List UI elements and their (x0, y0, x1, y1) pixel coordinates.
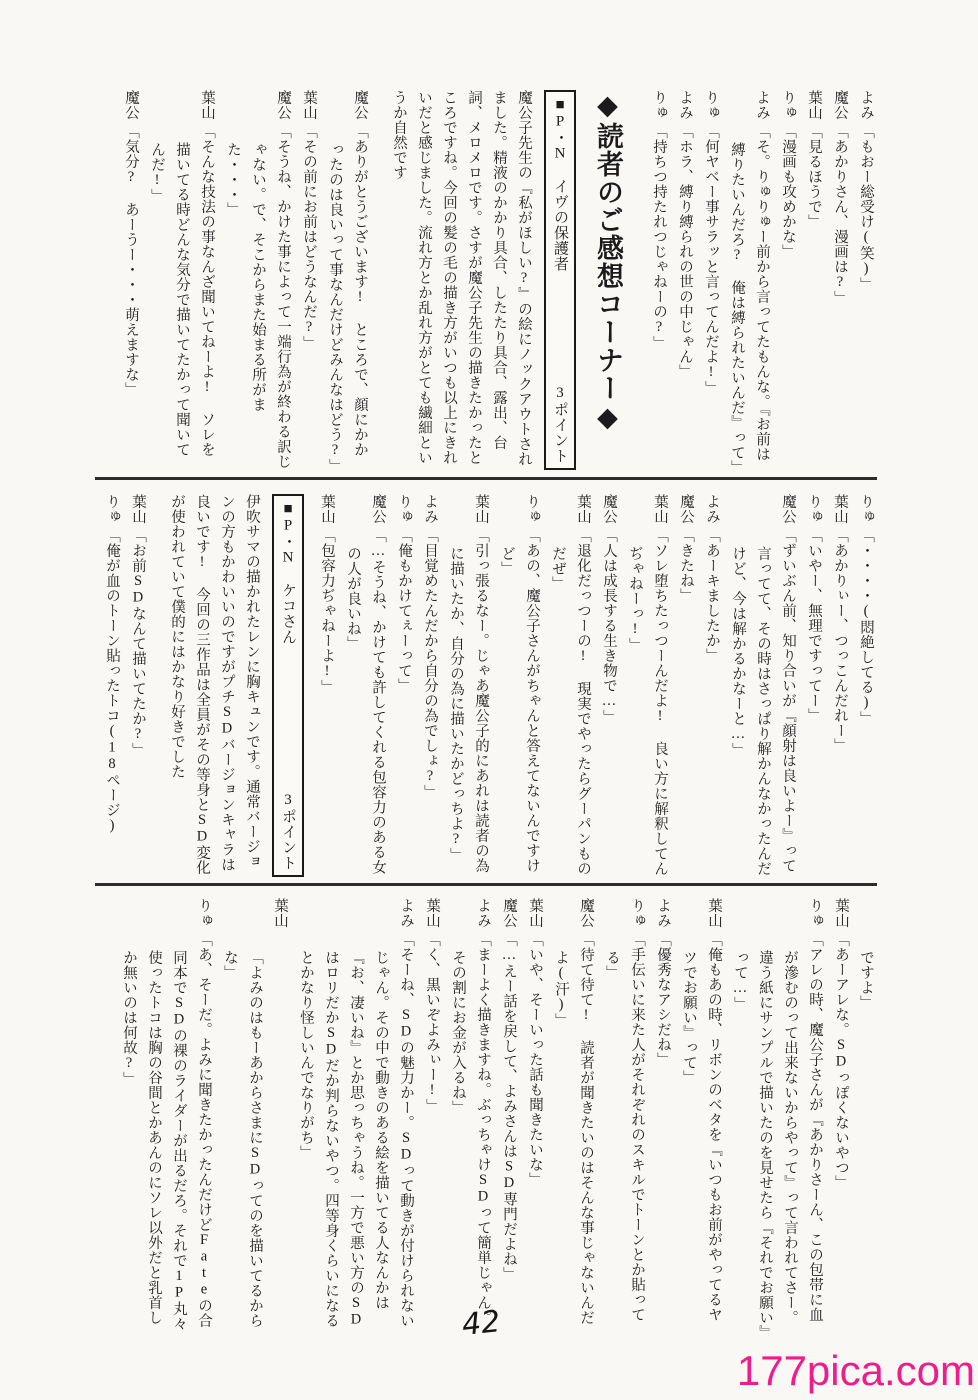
speaker-label: 魔公 (601, 494, 617, 524)
dialogue-line (724, 90, 774, 475)
speaker-label: 魔公 (123, 90, 139, 120)
dialogue-line (443, 494, 493, 877)
speaker-label: 魔公 (832, 90, 848, 120)
speaker-label: 葉山 (473, 494, 489, 524)
dialogue-line (676, 898, 726, 1334)
speaker-label: りゅ (858, 494, 874, 524)
speaker-label: 魔公 (501, 898, 517, 928)
speaker-label: 葉山 (319, 494, 335, 524)
dialogue-text: 「俺が血のトーン貼ったトコ(18ページ) (104, 528, 120, 834)
speaker-label: 葉山 (272, 898, 288, 928)
dialogue-text: 「ありがとうございます! ところで、顔にかかったのは良いって事なんだけどみんなはどう?」 (327, 124, 368, 474)
speaker-label: 魔公 (352, 90, 368, 120)
speaker-label: よみ (475, 898, 491, 928)
letter-pen-name: ■P・N イヴの保護者 (552, 97, 568, 272)
speaker-label: 葉山 (832, 494, 848, 524)
dialogue-text: 「そうね、かけた事によって一端行為が終わる訳じゃない。で、そこからまた始まる所がまた・・・」 (225, 124, 291, 469)
dialogue-line (322, 90, 372, 474)
dialogue-text: 「あ、そーだ。よみに聞きたかったんだけどFateの合同本でSDの裸のライダーが出るだろ。それで1P丸々使ったトコは胸の谷間とかあんのにソレ以外だと乳首しか無いのは何故?」 (121, 932, 212, 1331)
speaker-label: 葉山 (652, 494, 668, 524)
speaker-label: よみ (754, 90, 770, 120)
dialogue-text: 「ソレ堕ちたっつーんだよ! 良い方に解釈してんぢゃねーっ!」 (627, 528, 668, 876)
dialogue-text: 「…えー話を戻して、よみさんはSD専門だよね」 (501, 932, 517, 1282)
dialogue-line (314, 494, 339, 877)
dialogue-line (827, 494, 852, 877)
reader-letter-box (272, 494, 304, 877)
speaker-label: よみ (858, 90, 874, 120)
section-divider (95, 477, 877, 480)
dialogue-line (496, 898, 521, 1334)
speaker-label: 葉山 (833, 898, 849, 928)
speaker-label: りゅ (703, 90, 719, 120)
dialogue-line (125, 494, 150, 877)
dialogue-text: 「包容力ぢゃねーよ!」 (319, 528, 335, 695)
dialogue-text: 「気分? あーうー・・・萌えますな」 (123, 124, 139, 397)
speaker-label: りゅ (629, 898, 645, 928)
dialogue-continuation: ですよ」 (858, 950, 874, 1010)
dialogue-text: 「まーよく描きますね。ぶっちゃけSDって簡単じゃん。その割にお金が入るね」 (450, 932, 491, 1325)
dialogue-text: 「俺もかけてぇーって」 (396, 528, 412, 693)
dialogue-line (296, 90, 321, 470)
speaker-label: 魔公 (370, 494, 386, 524)
dialogue-line (672, 90, 697, 470)
letter-body: 伊吹サマの描かれたレンに胸キュンです。通常バージョンの方もかわいいのですがプチSDバージョンキャラは良いです! 今回の三作品は全員がその等身とSD変化が使われていて僕的にはかなり好きでした (169, 494, 260, 875)
section-title: ◆読者のご感想コーナー◆ (592, 90, 623, 434)
dialogue-text: 「引っ張るなー。じゃあ魔公子的にあれは読者の為に描いたか、自分の為に描いたかどっちよ?」 (448, 528, 489, 873)
section-middle (98, 494, 878, 877)
dialogue-line (853, 90, 878, 470)
dialogue-text: 「アレの時、魔公子さんが『あかりさーん、この包帯に血が滲むのって出来ないからやって』って言われてさー。違う紙にサンプルで描いたのを見せたら『それでお願い』って…」 (732, 932, 823, 1333)
dialogue-text: 「俺もあの時、リボンのベタを『いつもお前がやってるヤツでお願い』って」 (681, 932, 722, 1322)
dialogue-text: 「あーキましたか」 (704, 528, 720, 663)
dialogue-text: 「その前にお前はどうなんだ?」 (301, 124, 317, 351)
dialogue-text: 「漫画も攻めかな」 (780, 124, 796, 259)
speaker-label: 葉山 (527, 898, 543, 928)
dialogue-line (293, 898, 418, 1334)
speaker-label: 魔公 (275, 90, 291, 120)
section-top (117, 90, 878, 475)
speaker-label: りゅ (396, 494, 412, 524)
dialogue-line (650, 898, 675, 1334)
dialogue-line (99, 494, 124, 877)
dialogue-text: 「優秀なアシだね」 (655, 932, 671, 1067)
dialogue-text: 「何ヤベー事サラッと言ってんだよ!」 (703, 124, 719, 396)
dialogue-text: 「あかりぃー、つっこんだれー」 (832, 528, 848, 753)
speaker-label: 葉山 (301, 90, 317, 120)
speaker-label: りゅ (651, 90, 667, 120)
dialogue-text: 「そんな技法の事なんざ聞いてねーよ! ソレを描いてる時どんな気分で描いてたかって聞いてんだ!」 (149, 124, 215, 457)
dialogue-line (775, 90, 800, 470)
dialogue-line (522, 898, 547, 1334)
dialogue-line (118, 90, 143, 470)
dialogue-line (217, 898, 292, 1334)
speaker-label: りゅ (524, 494, 540, 524)
dialogue-line (144, 90, 219, 470)
dialogue-line (673, 494, 698, 877)
dialogue-text: 「・・・・(悶絶してる)」 (858, 528, 874, 726)
dialogue-line (391, 494, 416, 877)
letter-body: 魔公子先生の『私がほしい?』の絵にノックアウトされました。精液のかかり具合、したたり具合、露出、台詞、メロメロです。さすが魔公子先生の描きたかったところですね。今回の髪の毛の描き方がいつも以上にきれいだと感じました。流れ方とか乱れ方がとても繊細というか自然です (391, 90, 532, 467)
dialogue-text: 「ホラ、縛り縛られの世の中じゃん」 (677, 124, 693, 379)
letter-points: 3ポイント (552, 384, 568, 463)
dialogue-line (220, 90, 295, 470)
speaker-label: 葉山 (706, 898, 722, 928)
dialogue-line (116, 898, 216, 1334)
speaker-label: よみ (655, 898, 671, 928)
speaker-label: 葉山 (424, 898, 440, 928)
dialogue-text: 「退化だっつーの! 現実でやったらグーパンものだぜ」 (550, 528, 591, 876)
page-number: 42 (460, 1304, 502, 1343)
dialogue-text: 「く、黒いぞよみぃー!」 (424, 932, 440, 1114)
dialogue-text: 「待て待て! 読者が聞きたいのはそんな事じゃないんだよ(汗)」 (553, 932, 594, 1325)
letter-points: 3ポイント (280, 791, 296, 870)
dialogue-text: 「もおー総受け(笑)」 (858, 124, 874, 292)
dialogue-line (827, 90, 852, 470)
speaker-label: 葉山 (199, 90, 215, 120)
dialogue-line (853, 494, 878, 877)
reader-letter-box (544, 90, 576, 470)
dialogue-line (699, 494, 724, 877)
dialogue-line (622, 494, 672, 877)
speaker-label: 魔公 (780, 494, 796, 524)
speaker-label: 葉山 (130, 494, 146, 524)
dialogue-text: 「あかりさん、漫画は?」 (832, 124, 848, 306)
dialogue-line (419, 898, 444, 1334)
dialogue-line (727, 898, 827, 1334)
dialogue-text: 「お前SDなんて描いてたか?」 (130, 528, 146, 758)
dialogue-line (548, 898, 598, 1334)
dialogue-line (698, 90, 723, 470)
letter-pen-name: ■P・N ケコさん (280, 501, 296, 645)
dialogue-text: 「いや、そーいった話も聞きたいな」 (527, 932, 543, 1187)
dialogue-text: 「見るほうで」 (806, 124, 822, 229)
dialogue-line (545, 494, 595, 877)
speaker-label: 葉山 (806, 90, 822, 120)
dialogue-line (801, 494, 826, 877)
dialogue-text: 「…そうね、かけても許してくれる包容力のある女の人が良いね」 (345, 528, 386, 875)
dialogue-text: 「手伝いに来た人がそれぞれのスキルでトーンとか貼ってる」 (604, 932, 645, 1322)
speaker-label: りゅ (806, 494, 822, 524)
speaker-label: よみ (422, 494, 438, 524)
dialogue-line (828, 898, 853, 1334)
dialogue-text: 「持ちつ持たれつじゃねーの?」 (651, 124, 667, 351)
dialogue-text: 「ずいぶん前、知り合いが『顔射は良いよー』って言ってて、その時はさっぱり解かんなかったんだけど、今は解かるかなーと…」 (730, 528, 796, 876)
dialogue-text: 「あーアレな。SDっぽくないやつ」 (833, 932, 849, 1190)
dialogue-text: 「きたね」 (678, 528, 694, 603)
dialogue-line (417, 494, 442, 877)
speaker-label: よみ (704, 494, 720, 524)
dialogue-line (599, 898, 649, 1334)
section-divider (95, 883, 877, 886)
speaker-label: りゅ (196, 898, 212, 928)
dialogue-line (494, 494, 544, 877)
dialogue-line (646, 90, 671, 470)
watermark: 177pica.com (736, 1347, 975, 1394)
speaker-label: りゅ (104, 494, 120, 524)
dialogue-line (801, 90, 826, 470)
dialogue-text: 「そーね、SDの魅力かー。SDって動きが付けられないじゃん。その中で動きのある絵を描いてる人なんかは『お、凄いね』とか思っちゃうね。一方で悪い方のSDはロリだかSDだか判らないやつ。四等身くらいになるとかなり怪しいんでなりがち」 (298, 932, 414, 1328)
section-bottom (115, 898, 878, 1334)
speaker-label: りゅ (780, 90, 796, 120)
speaker-label: 魔公 (678, 494, 694, 524)
dialogue-line (596, 494, 621, 877)
speaker-label: よみ (677, 90, 693, 120)
speaker-label: 魔公 (578, 898, 594, 928)
dialogue-text: 「目覚めたんだから自分の為でしょ?」 (422, 528, 438, 800)
speaker-label: りゅ (807, 898, 823, 928)
dialogue-line (445, 898, 495, 1334)
speaker-label: 葉山 (575, 494, 591, 524)
dialogue-text: 「人は成長する生き物で…」 (601, 528, 617, 725)
dialogue-line (340, 494, 390, 877)
dialogue-text: 「よみのはもーあからさまにSDってのを描いてるからな」 (222, 950, 263, 1328)
dialogue-text: 「あの、魔公子さんがちゃんと答えてないんですけど」 (499, 528, 540, 873)
dialogue-text: 「いやー、無理ですってー」 (806, 528, 822, 723)
dialogue-text: 「そ。りゅりゅー前から言ってたもんな。『お前は縛りたいんだろ? 俺は縛られたいんだ』って」 (729, 124, 770, 475)
dialogue-line (725, 494, 800, 877)
speaker-label: よみ (398, 898, 414, 928)
